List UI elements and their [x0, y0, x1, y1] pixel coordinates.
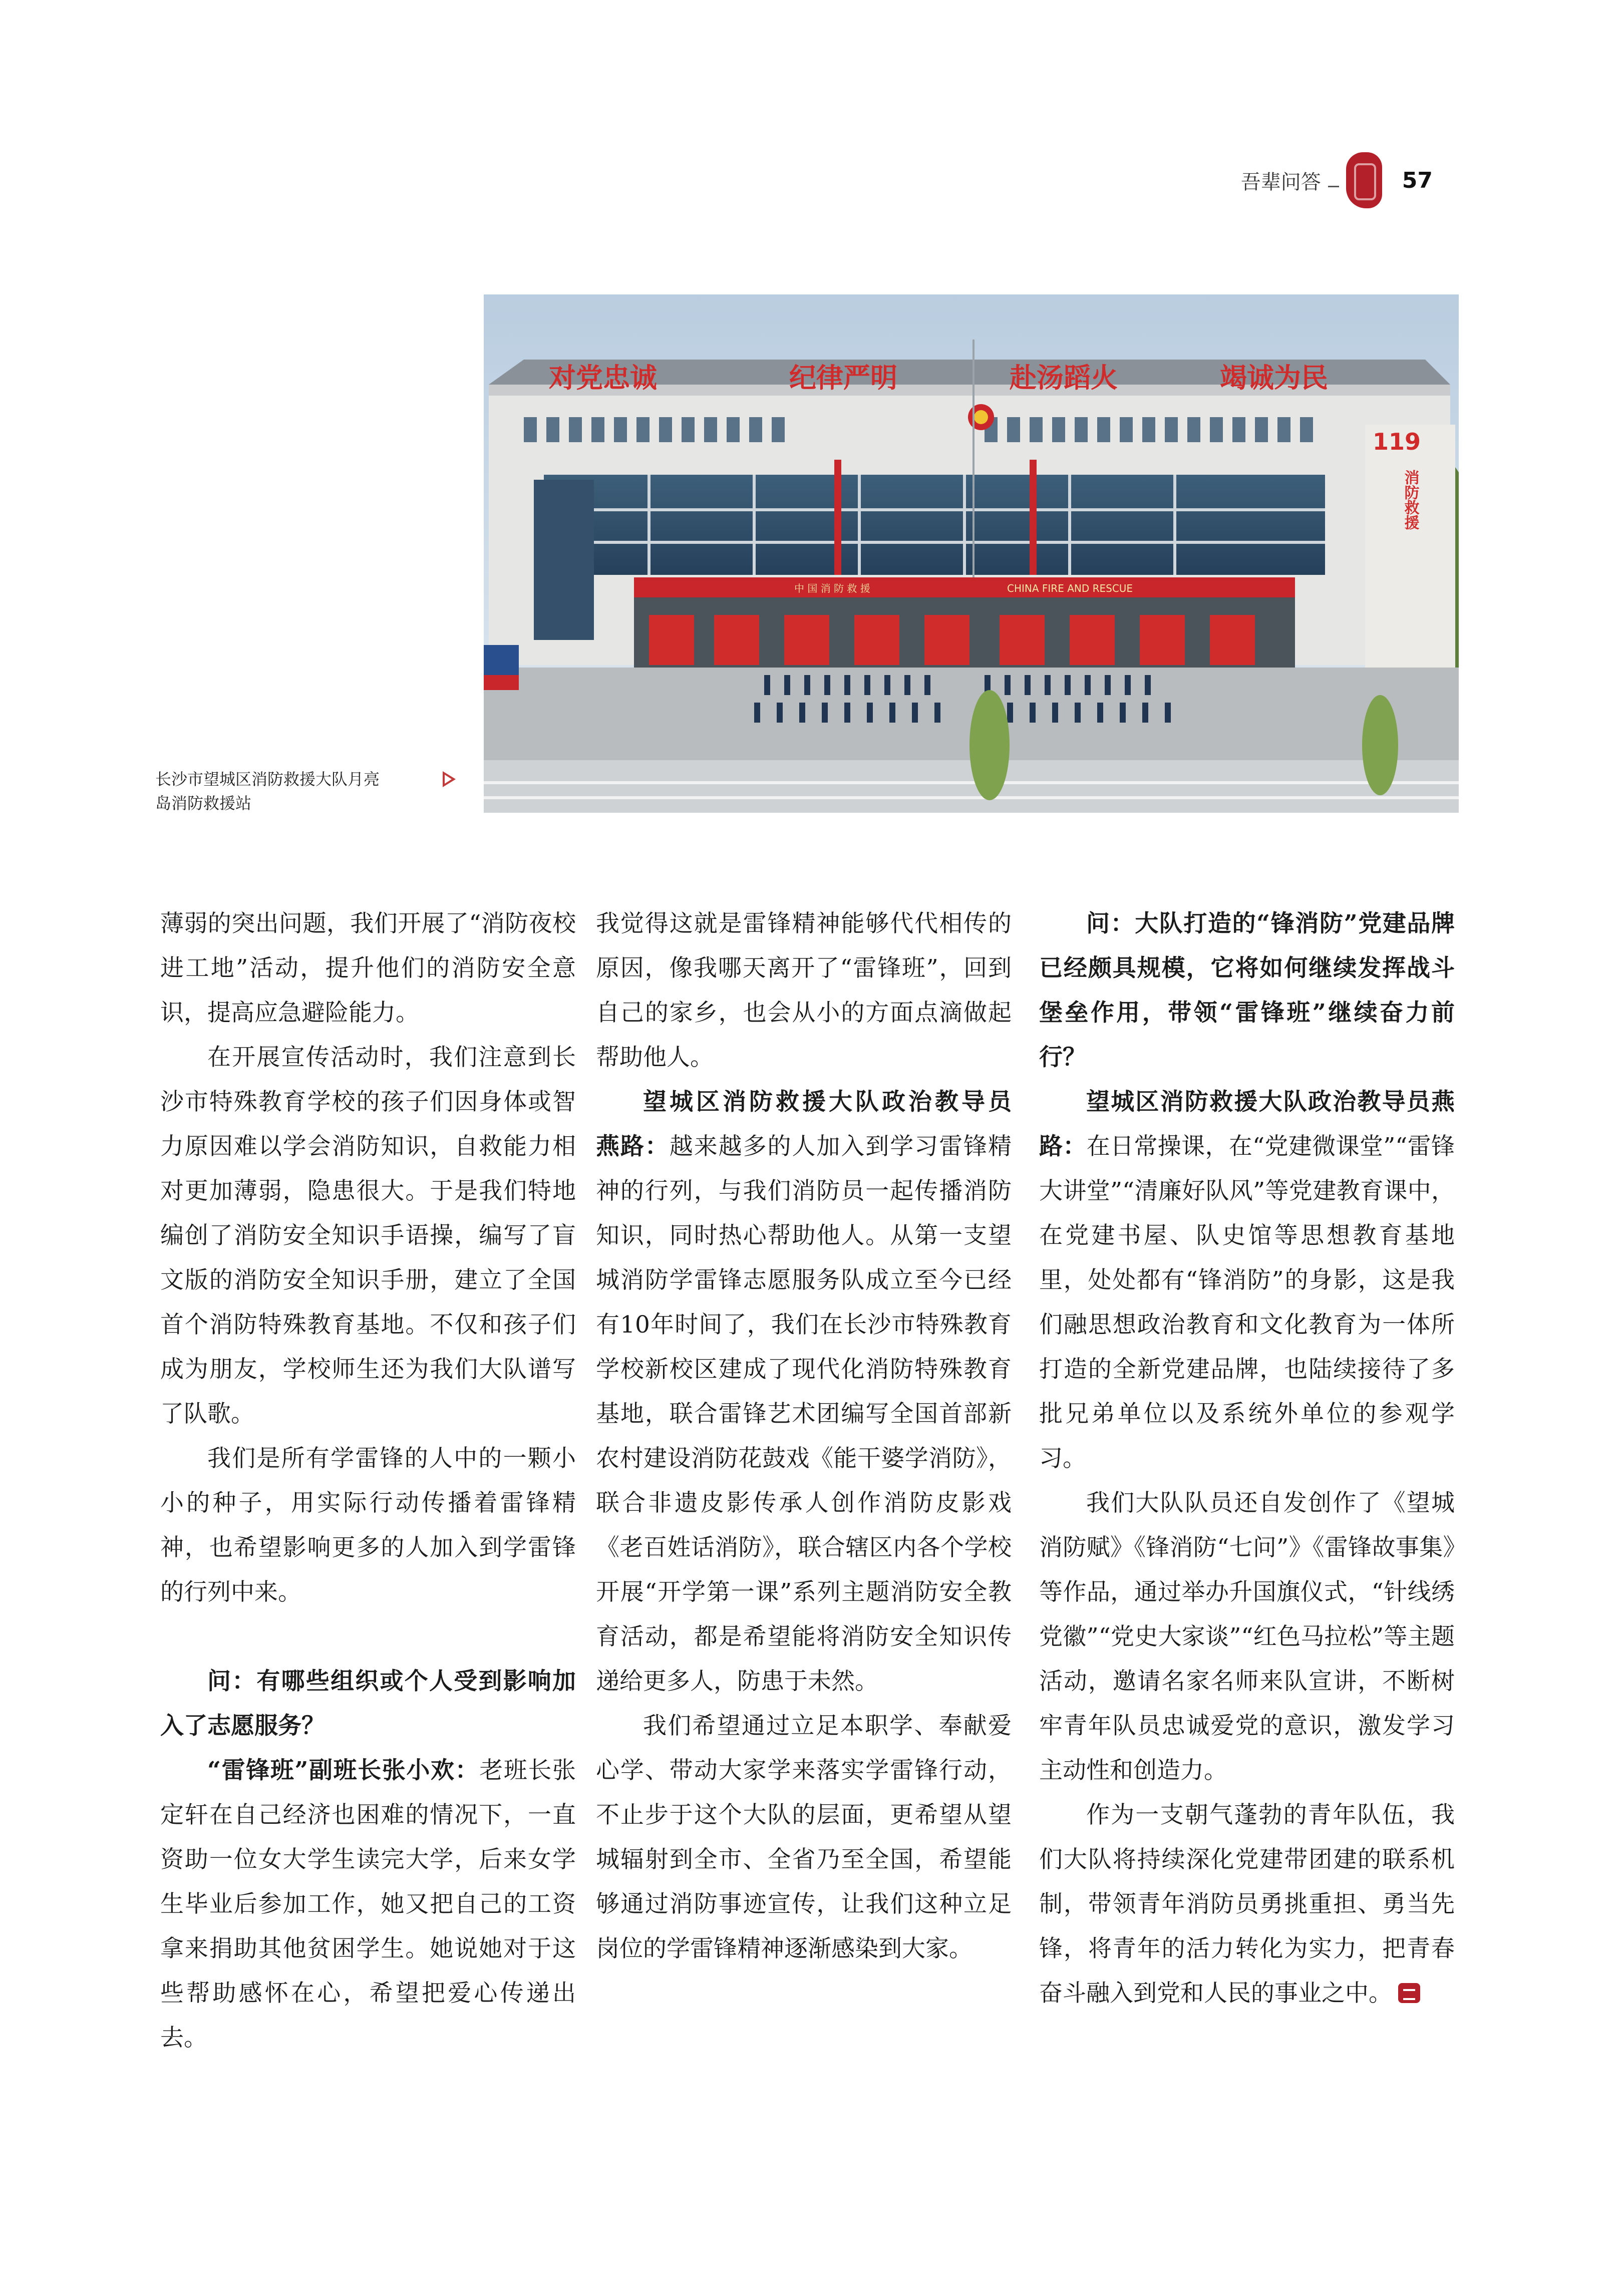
slogan-4: 竭诚为民 — [1220, 362, 1328, 394]
slogan-2: 纪律严明 — [789, 362, 897, 394]
banner-en: CHINA FIRE AND RESCUE — [1007, 582, 1133, 594]
question-heading: 问：大队打造的“锋消防”党建品牌已经颇具规模，它将如何继续发挥战斗堡垒作用，带领“雷锋班”继续奋力前行？ — [1039, 910, 1455, 1071]
text-column-2 — [596, 901, 1035, 1971]
paragraph: 我觉得这就是雷锋精神能够代代相传的原因，像我哪天离开了“雷锋班”，回到自己的家乡，也会从小的方面点滴做起帮助他人。 — [596, 910, 1012, 1071]
side-sign-text: 消防救援 — [1401, 470, 1419, 530]
caption-line-2: 岛消防救援站 — [155, 794, 252, 813]
answer-paragraph — [1039, 1080, 1455, 1481]
banner-cn: 中 国 消 防 救 援 — [794, 582, 870, 594]
text-column-1 — [160, 901, 576, 2060]
caption-arrow-icon — [443, 771, 456, 787]
photo-caption — [155, 767, 456, 815]
speaker-name: 望城区消防救援大队政治教导员 燕路： — [596, 1088, 1035, 1160]
side-sign-number: 119 — [1373, 428, 1421, 455]
slogan-3: 赴汤蹈火 — [1010, 362, 1118, 394]
answer-paragraph — [160, 1748, 576, 2060]
paragraph — [1039, 1793, 1455, 2016]
caption-line-1: 长沙市望城区消防救援大队月亮 — [155, 770, 380, 789]
fire-station-photo — [484, 294, 1459, 813]
answer-text: 越来越多的人加入到学习雷锋精神的行列，与我们消防员一起传播消防知识，同时热心帮助他人。从第一支望城消防学雷锋志愿服务队成立至今已经有10年时间了，我们在长沙市特殊教育学校新校区建成了现代化消防特殊教育基地，联合雷锋艺术团编写全国首部新农村建设消防花鼓戏《能干婆学消防》，联合非遗皮影传承人创作消防皮影戏《老百姓话消防》，联合辖区内各个学校开展“开学第一课”系列主题消防安全教育活动，都是希望能将消防安全知识传递给更多人，防患于未然。 — [596, 1133, 1012, 1695]
page-number: 57 — [1402, 167, 1433, 193]
answer-paragraph — [596, 1080, 1035, 1704]
slogan-1: 对党忠诚 — [549, 362, 657, 394]
section-name: 吾辈问答 — [1240, 170, 1321, 194]
speaker-name: “雷锋班”副班长张小欢： — [207, 1757, 480, 1784]
question-heading: 问：有哪些组织或个人受到影响加入了志愿服务？ — [160, 1668, 576, 1740]
paragraph: 我们大队队员还自发创作了《望城消防赋》《锋消防“七问”》《雷锋故事集》等作品，通过举办升国旗仪式，“针线绣党徽”“党史大家谈”“红色马拉松”等主题活动，邀请名家名师来队宣讲，不断树牢青年队员忠诚爱党的意识，激发学习主动性和创造力。 — [1039, 1489, 1455, 1784]
seal-logo-icon — [1346, 152, 1382, 208]
paragraph: 我们是所有学雷锋的人中的一颗小小的种子，用实际行动传播着雷锋精神，也希望影响更多的人加入到学雷锋的行列中来。 — [160, 1445, 576, 1606]
answer-text: 在日常操课，在“党建微课堂”“雷锋大讲堂”“清廉好队风”等党建教育课中，在党建书屋、队史馆等思想教育基地里，处处都有“锋消防”的身影，这是我们融思想政治教育和文化教育为一体所打造的全新党建品牌，也陆续接待了多批兄弟单位以及系统外单位的参观学习。 — [1039, 1133, 1455, 1472]
paragraph: 在开展宣传活动时，我们注意到长沙市特殊教育学校的孩子们因身体或智力原因难以学会消防知识，自救能力相对更加薄弱，隐患很大。于是我们特地编创了消防安全知识手语操，编写了盲文版的消防安全知识手册，建立了全国首个消防特殊教育基地。不仅和孩子们成为朋友，学校师生还为我们大队谱写了队歌。 — [160, 1044, 576, 1428]
text-column-3 — [1039, 901, 1455, 2016]
running-header — [1241, 150, 1433, 210]
closing-text: 作为一支朝气蓬勃的青年队伍，我们大队将持续深化党建带团建的联系机制，带领青年消防员勇挑重担、勇当先锋，将青年的活力转化为实力，把青春奋斗融入到党和人民的事业之中。 — [1039, 1801, 1455, 2007]
answer-text: 老班长张定轩在自己经济也困难的情况下，一直资助一位女大学生读完大学，后来女学生毕业后参加工作，她又把自己的工资拿来捐助其他贫困学生。她说她对于这些帮助感怀在心，希望把爱心传递出去。 — [160, 1757, 576, 2052]
speaker-name: 望城区消防救援大队政治教导员燕路： — [1039, 1088, 1455, 1160]
header-divider — [1328, 186, 1339, 187]
paragraph: 我们希望通过立足本职学、奉献爱心学、带动大家学来落实学雷锋行动，不止步于这个大队的层面，更希望从望城辐射到全市、全省乃至全国，希望能够通过消防事迹宣传，让我们这种立足岗位的学雷锋精神逐渐感染到大家。 — [596, 1712, 1012, 1962]
end-mark-icon — [1398, 1983, 1420, 2003]
paragraph: 薄弱的突出问题，我们开展了“消防夜校进工地”活动，提升他们的消防安全意识，提高应急避险能力。 — [160, 910, 576, 1027]
